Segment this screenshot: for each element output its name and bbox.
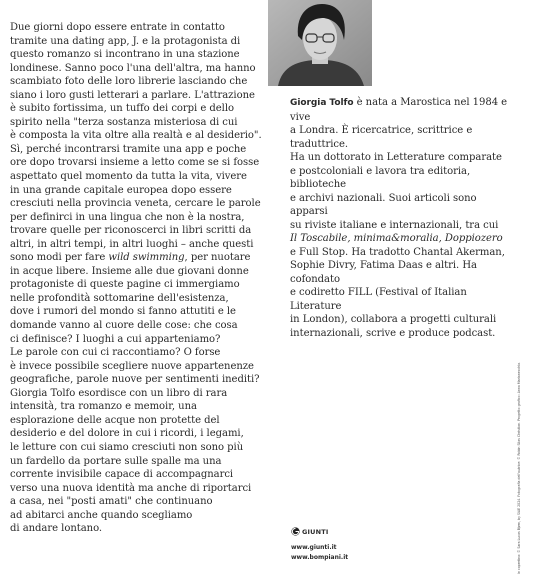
author-bio-line: internazionali, scrive e produce podcast. [290,327,496,339]
synopsis-line: in acque libere. Insieme alle due giovani donne [10,265,249,277]
website-link-bompiani[interactable]: www.bompiani.it [291,553,349,561]
synopsis-line: questo romanzo si incontrano in una stazione [10,49,240,61]
synopsis-line: trovare quelle per riconoscerci in libri scritti da [10,225,252,237]
synopsis-line: è composta la vita oltre alla realtà e al desiderio". [10,130,262,142]
synopsis-line: Sì, perché incontrarsi tramite una app e poche [10,143,247,155]
synopsis-line: Due giorni dopo essere entrate in contatto [10,22,225,33]
synopsis-text [10,21,278,536]
synopsis-line: intensità, tra romanzo e memoir, una [10,401,197,413]
synopsis-line: desiderio e del dolore in cui i ricordi, i legami, [10,428,244,440]
author-bio-line: a Londra. È ricercatrice, scrittrice e traduttrice. [290,125,473,150]
synopsis-line: in una grande capitale europea dopo essere [10,184,232,196]
emphasis-text: wild swimming [108,252,185,264]
synopsis-line: domande vanno al cuore delle cose: che cosa [10,320,238,332]
author-bio-line: e codiretto FILL (Festival of Italian Literature [290,287,467,312]
synopsis-line: a casa, nei "posti amati" che continuano [10,496,213,508]
synopsis-line: altri, in altri tempi, in altri luoghi – anche questi [10,238,254,250]
author-bio-line-text: è nata a Marostica nel 1984 e vive [290,97,508,123]
publisher-logo-text: GIUNTI [302,527,329,536]
synopsis-line: un fardello da portare sulle spalle ma una [10,455,222,467]
synopsis-line: geografiche, parole nuove per sentimenti inediti? [10,374,260,386]
author-bio-line: e archivi nazionali. Suoi articoli sono apparsi [290,192,477,217]
synopsis-line: spirito nella "terza sostanza misteriosa di cui [10,116,238,128]
synopsis-line: Giorgia Tolfo esordisce con un libro di rara [10,387,228,399]
author-bio-line [290,96,516,124]
synopsis-line: è subito fortissima, un tuffo dei corpi e dello [10,103,235,115]
synopsis-line: scambiato foto delle loro librerie lasciando che [10,76,248,88]
synopsis-line: ad abitarci anche quando scegliamo [10,509,193,521]
publisher-websites [291,543,348,562]
author-photo [268,0,372,86]
publisher-logo [291,527,329,536]
author-bio-line: e Full Stop. Ha tradotto Chantal Akerman, [290,246,505,258]
synopsis-line: le letture con cui siamo cresciuti non sono più [10,441,244,453]
synopsis-line: dove i rumori del mondo si fanno attutiti e le [10,306,236,318]
synopsis-line: Le parole con cui ci raccontiamo? O forse [10,347,221,359]
author-bio-line: Ha un dottorato in Letterature comparate [290,152,502,163]
synopsis-line: ore dopo trovarsi insieme a letto come se si fosse [10,157,260,169]
author-bio-line: Sophie Divry, Fatima Daas e altri. Ha cofondato [290,260,477,285]
synopsis-line: sono modi per fare wild swimming, per nuotare [10,252,251,264]
synopsis-line: londinese. Sanno poco l'una dell'altra, ma hanno [10,62,256,74]
synopsis-line: siano i loro gusti letterari a parlare. L'attrazione [10,89,255,101]
cover-credits: In copertina: © Sara Lucas Bjørn, by SIAE 2024. Fotografia dell'autrice: © Robin Silas Christian. Progetto grafico: Anna Marianecchia. [517,361,521,574]
synopsis-line: nelle profondità sottomarine dell'esistenza, [10,292,229,304]
synopsis-line: corrente invisibile capace di accompagnarci [10,469,234,481]
author-bio-line: e postcoloniali e lavora tra editoria, biblioteche [290,165,471,190]
author-bio-line: in London), collabora a progetti culturali [290,314,497,325]
synopsis-line: esplorazione delle acque non protette del [10,414,220,426]
synopsis-line: è invece possibile scegliere nuove appartenenze [10,360,254,372]
synopsis-line: di andare lontano. [10,523,103,535]
synopsis-line: cresciuti nella provincia veneta, cercare le parole [10,198,261,210]
synopsis-line: ci definisce? I luoghi a cui apparteniamo? [10,333,221,345]
author-bio [290,96,516,340]
synopsis-line: per definirci in una lingua che non è la nostra, [10,211,245,223]
synopsis-line: protagoniste di queste pagine ci immergiamo [10,279,240,291]
author-bio-line: su riviste italiane e internazionali, tra cui [290,219,499,231]
author-portrait-image [268,0,372,86]
website-link-giunti[interactable]: www.giunti.it [291,544,337,551]
author-name: Giorgia Tolfo [290,98,354,108]
synopsis-line: tramite una dating app, J. e la protagonista di [10,35,241,47]
giunti-logo-icon [291,527,300,536]
author-bio-line: Il Toscabile, minima&moralia, Doppiozero [290,233,503,244]
synopsis-line: verso una nuova identità ma anche di riportarci [10,482,252,494]
synopsis-line: aspettato quel momento da tutta la vita, vivere [10,171,247,183]
